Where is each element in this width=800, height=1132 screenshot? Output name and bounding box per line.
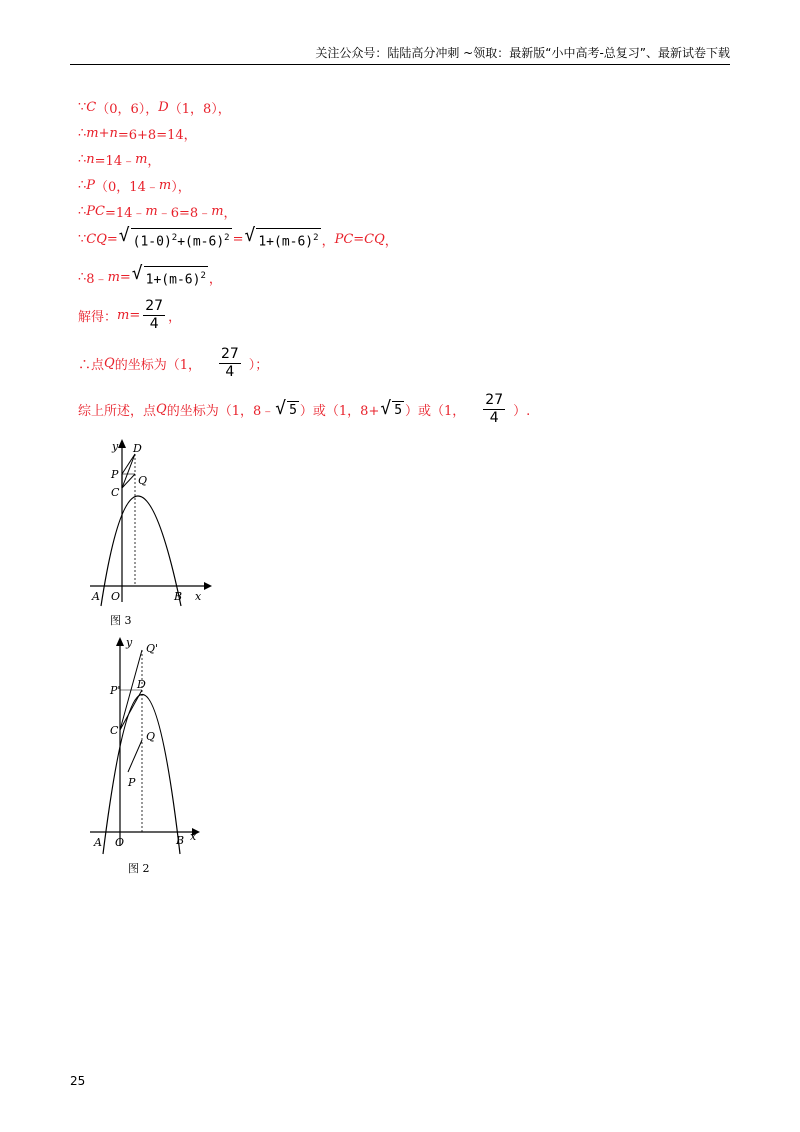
line-end: ）； <box>248 358 269 373</box>
variable-m: m <box>107 269 120 285</box>
solution-line-1 <box>78 98 231 117</box>
sqrt-expression <box>131 263 208 288</box>
pc-equals-cq: PC=CQ <box>334 231 385 247</box>
therefore-symbol: ∴ <box>78 269 87 285</box>
label-c: C <box>110 724 119 737</box>
numerator: 27 <box>145 298 164 314</box>
exponent: 2 <box>200 271 206 281</box>
label-d: D <box>137 678 146 691</box>
label-o: O <box>115 836 125 849</box>
sqrt-five-2 <box>380 397 404 419</box>
therefore-symbol: ∴ <box>78 126 87 141</box>
segment-cq: CQ <box>86 231 107 247</box>
exponent: 2 <box>171 233 178 243</box>
point-q-label: Q <box>104 356 115 371</box>
page-header: 关注公众号：陆陆高分冲刺 ~领取：最新版“小中高考-总复习”、最新试卷下载 <box>315 46 730 60</box>
label-p-prime: P' <box>110 684 121 697</box>
solution-line-8 <box>78 298 181 333</box>
label-q-prime: Q' <box>146 642 159 655</box>
fraction <box>143 298 165 333</box>
lhs-text: 8﹣ <box>86 271 108 287</box>
sqrt-sign: √ <box>244 225 256 246</box>
radicand: 1+(m-6) <box>145 272 201 288</box>
label-o: O <box>111 590 121 603</box>
point-c-label: C <box>86 100 97 115</box>
sqrt-expression-2 <box>244 225 321 250</box>
page-number: 25 <box>70 1074 86 1088</box>
expr-part-2: ﹣6=8﹣ <box>157 206 212 221</box>
expr-part-1: =14﹣ <box>104 206 146 221</box>
sqrt-expression-1 <box>118 225 232 250</box>
radicand: 5 <box>394 402 403 418</box>
fraction <box>483 392 505 427</box>
label-y: y <box>112 440 119 453</box>
equals-sign: = <box>119 269 131 285</box>
sqrt-sign: √ <box>131 263 143 284</box>
coord-open: （0，14﹣ <box>95 180 159 195</box>
therefore-symbol: ∴ <box>78 204 87 219</box>
variable-m: m <box>211 204 224 219</box>
variable-n: n <box>86 152 95 167</box>
separator: ， <box>321 233 335 249</box>
line-end: ， <box>147 154 161 169</box>
line-end: ， <box>208 271 222 287</box>
solution-line-4 <box>78 176 191 195</box>
denominator: 4 <box>489 410 499 426</box>
figure-3 <box>84 436 224 628</box>
denominator: 4 <box>149 316 159 332</box>
line-end: ， <box>168 310 182 325</box>
radicand: 5 <box>289 402 297 418</box>
solution-line-3 <box>78 150 160 169</box>
y-axis-arrow <box>116 637 124 646</box>
x-axis-arrow <box>204 582 212 590</box>
or-text-2: ）或（1， <box>405 404 466 419</box>
line-end: ）. <box>513 404 531 419</box>
label-q: Q <box>146 730 156 743</box>
equals-sign: = <box>129 308 141 323</box>
coord-text: 的坐标为（1， <box>114 358 201 373</box>
segment-cd <box>120 690 142 730</box>
point-d-label: D <box>158 100 169 115</box>
solution-line-5 <box>78 202 237 221</box>
m-plus-n: m+n <box>86 126 118 141</box>
label-c: C <box>111 486 120 499</box>
sqrt-sign: √ <box>118 225 130 246</box>
label-a: A <box>92 590 100 603</box>
label-d: D <box>133 442 142 455</box>
because-symbol: ∵ <box>78 100 87 115</box>
radicand: 1+(m-6) <box>258 234 314 250</box>
numerator: 27 <box>220 346 239 362</box>
segment-pq <box>128 740 142 772</box>
variable-m: m <box>158 178 172 193</box>
solution-line-9 <box>78 346 268 381</box>
y-axis-arrow <box>118 439 126 448</box>
therefore-point: ∴点 <box>78 358 105 373</box>
sum-value: =6+8=14， <box>117 128 197 143</box>
point-c-coord: （0，6）， <box>96 102 159 117</box>
summary-prefix: 综上所述，点 <box>78 404 157 419</box>
segment-cq <box>122 474 135 488</box>
solution-line-10 <box>78 392 530 427</box>
header-rule <box>70 64 730 65</box>
variable-m: m <box>117 308 130 323</box>
or-text-1: ）或（1，8+ <box>299 404 380 419</box>
because-symbol: ∵ <box>78 231 87 247</box>
segment-pc: PC <box>86 204 105 219</box>
label-b: B <box>176 834 185 847</box>
radicand-part-2: +(m-6) <box>177 234 225 250</box>
exponent: 2 <box>313 233 319 243</box>
coord-close: ）， <box>171 180 191 195</box>
variable-m: m <box>145 204 158 219</box>
figure-2-caption: 图 2 <box>128 862 150 875</box>
point-q-label: Q <box>156 402 167 417</box>
figure-2 <box>86 632 216 880</box>
parabola-curve <box>103 695 180 855</box>
sqrt-five-1 <box>275 397 299 419</box>
coord-text-1: 的坐标为（1，8﹣ <box>166 404 275 419</box>
label-x: x <box>190 830 197 843</box>
exponent: 2 <box>224 233 230 243</box>
sqrt-sign: √ <box>275 397 287 419</box>
label-x: x <box>195 590 202 603</box>
label-y: y <box>126 636 133 649</box>
denominator: 4 <box>225 364 235 380</box>
label-q: Q <box>138 474 148 487</box>
therefore-symbol: ∴ <box>78 152 87 167</box>
radicand-part-1: (1-0) <box>132 234 172 250</box>
solution-line-2 <box>78 124 197 143</box>
label-b: B <box>174 590 183 603</box>
solve-prefix: 解得： <box>78 310 118 325</box>
solution-line-7 <box>78 263 222 288</box>
figure-3-caption: 图 3 <box>110 614 132 627</box>
numerator: 27 <box>485 392 504 408</box>
label-a: A <box>94 836 102 849</box>
equals-sign: = <box>106 231 118 247</box>
label-p: P <box>111 468 119 481</box>
equals-text: =14﹣ <box>94 154 136 169</box>
point-p-label: P <box>86 178 96 193</box>
sqrt-sign: √ <box>380 397 392 419</box>
line-end: ， <box>384 233 398 249</box>
point-d-coord: （1，8）， <box>168 102 231 117</box>
therefore-symbol: ∴ <box>78 178 87 193</box>
fraction <box>219 346 241 381</box>
variable-m: m <box>135 152 148 167</box>
line-end: ， <box>223 206 237 221</box>
solution-line-6 <box>78 225 398 250</box>
label-p: P <box>128 776 136 789</box>
equals-sign: = <box>232 231 244 247</box>
